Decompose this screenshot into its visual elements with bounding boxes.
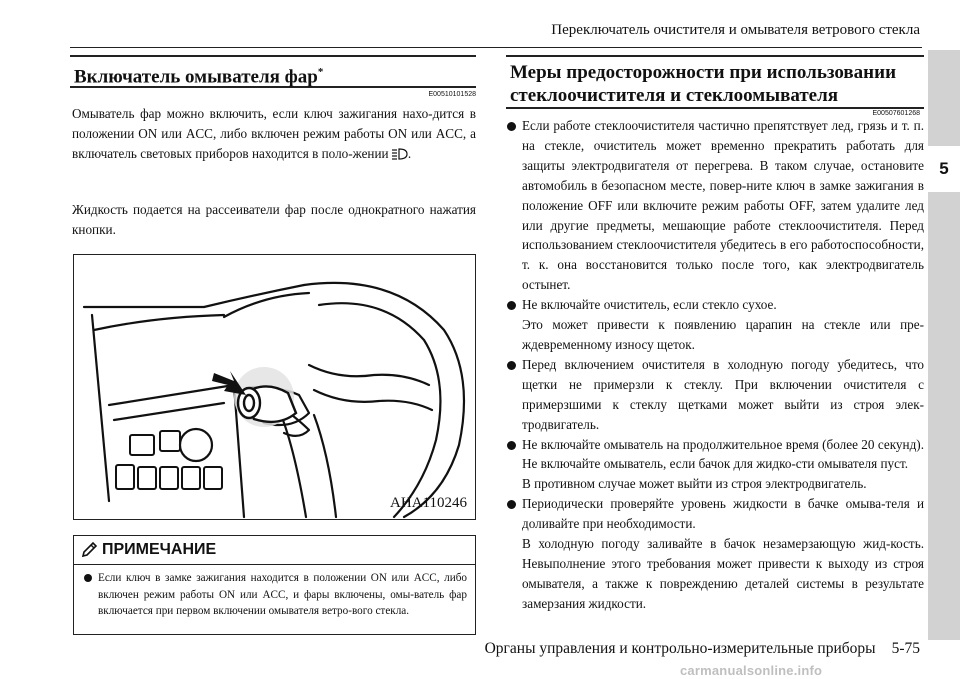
bullet-dot [507, 301, 516, 310]
footer-section: Органы управления и контрольно-измерительные приборы [484, 640, 876, 657]
list-item-text: Перед включением очистителя в холодную погоду убедитесь, что щетки не примерзли к стеклу. При включении очистителя с примерзшими к стеклу щетками может выйти из строя элек-тродвигатель. [522, 356, 924, 432]
note-body [74, 565, 475, 620]
bullet-dot [84, 574, 92, 582]
list-item-text: Не включайте очиститель, если стекло сухое. [522, 297, 777, 313]
paragraph-end: . [407, 146, 412, 161]
list-item [506, 116, 924, 295]
list-item [506, 494, 924, 613]
paragraph-fluid-delivery: Жидкость подается на рассеиватели фар после однократного нажатия кнопки. [72, 202, 476, 237]
dashboard-illustration [73, 254, 476, 520]
heading-line-1: Меры предосторожности при использовании [510, 62, 897, 83]
page-number: 5-75 [891, 640, 920, 657]
list-item-text: Это может привести к появлению царапин на стекле или пре-ждевременному износу щеток. [522, 317, 924, 352]
heading-mark: * [317, 66, 324, 78]
page-footer [440, 640, 920, 658]
figure-code: AHA110246 [390, 495, 467, 511]
section-heading-precautions [506, 55, 924, 109]
precautions-list [506, 116, 924, 614]
top-rule [70, 47, 922, 48]
section-heading-headlamp-washer [70, 55, 476, 88]
running-head: Переключатель очистителя и омывателя ветрового стекла [551, 22, 920, 38]
chapter-tab[interactable]: 5 [928, 146, 960, 192]
headlamp-icon [392, 148, 408, 160]
list-item-text: Если работе стеклоочистителя частично препятствует лед, грязь и т. п. на стекле, очиститель может временно прекратить работать для защиты электродвигателя от перегрева. В таком случае, остановите автомобиль в безопасном месте, повер-ните ключ в замке зажигания в положение OFF или включите режим работы OFF, затем удалите лед или другие предметы, мешающие работе стеклоочистителя. Перед использованием стеклоочистителя убедитесь в его работоспособности, т. к. она восстановится только после того, как электродвигатель остынет. [522, 118, 924, 293]
pencil-icon [80, 541, 98, 559]
paragraph-text: Омыватель фар можно включить, если ключ зажигания нахо-дится в положении ON или ACC, либо включен режим работы ON или ACC, а включатель световых приборов находится в поло-жении [72, 106, 476, 161]
note-item-text: Если ключ в замке зажигания находится в положении ON или ACC, либо включен режим работы ON или ACC, и фары включены, омы-ватель фар включается при первом включении омывателя ветро-вого стекла. [98, 572, 467, 617]
heading-line-2: стеклоочистителя и стеклоомывателя [510, 85, 839, 106]
watermark: carmanualsonline.info [680, 663, 823, 678]
list-item [506, 435, 924, 495]
note-box [73, 535, 476, 635]
list-item-text: Периодически проверяйте уровень жидкости в бачке омыва-теля и доливайте при необходимости. [522, 496, 924, 532]
list-item-text: Не включайте омыватель на продолжительное время (более 20 секунд). Не включайте омыватель, если бачок для жидко-сти омывателя пуст. [522, 436, 924, 472]
note-title: ПРИМЕЧАНИЕ [102, 541, 217, 558]
paragraph-headlamp-conditions [72, 104, 476, 164]
side-band [928, 50, 960, 640]
list-item [506, 295, 924, 355]
bullet-dot [507, 122, 516, 131]
bullet-dot [507, 500, 516, 509]
heading-text: Включатель омывателя фар [74, 66, 318, 88]
section-code: E00510101528 [428, 91, 476, 98]
section-code: E00507601268 [872, 110, 920, 117]
bullet-dot [507, 441, 516, 450]
list-item-text: В противном случае может выйти из строя электродвигатель. [522, 476, 867, 492]
list-item [506, 355, 924, 435]
dashboard-drawing [74, 255, 476, 520]
bullet-dot [507, 361, 516, 370]
note-header [74, 536, 475, 565]
note-item [84, 570, 467, 620]
list-item-text: В холодную погоду заливайте в бачок незамерзающую жид-кость. Невыполнение этого требования может привести к выходу из строя омывателя, а также к повреждению деталей системы в результате замерзания жидкости. [522, 536, 924, 611]
